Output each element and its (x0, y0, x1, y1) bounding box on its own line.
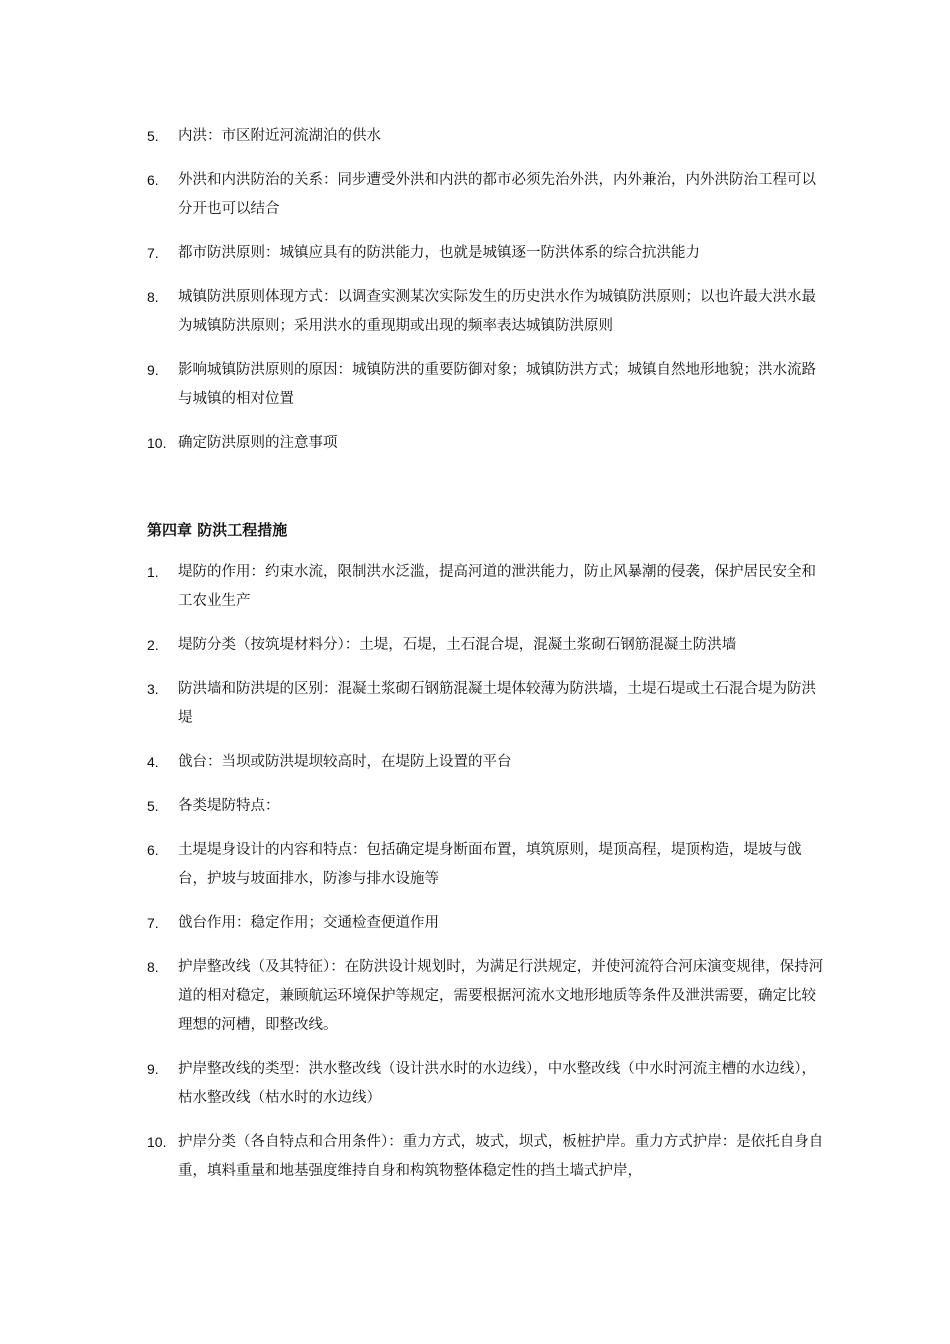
item-text: 各类堤防特点： (178, 798, 280, 814)
list-item (147, 953, 827, 1040)
item-text: 影响城镇防洪原则的原因：城镇防洪的重要防御对象；城镇防洪方式；城镇自然地形地貌；洪水流路与城镇的相对位置 (178, 362, 816, 407)
item-number: 9. (147, 1061, 159, 1077)
item-text: 护岸整改线的类型：洪水整改线（设计洪水时的水边线），中水整改线（中水时河流主槽的水边线），枯水整改线（枯水时的水边线） (178, 1061, 816, 1106)
item-text: 堤防分类（按筑堤材料分）：土堤，石堤，土石混合堤，混凝土浆砌石钢筋混凝土防洪墙 (178, 637, 737, 653)
item-number: 8. (147, 289, 159, 305)
list-item (147, 1128, 827, 1186)
list-item (147, 558, 827, 616)
item-number: 2. (147, 637, 159, 653)
list-item (147, 283, 827, 341)
item-number: 7. (147, 245, 159, 261)
list-item (147, 1055, 827, 1113)
list-item (147, 909, 827, 938)
item-number: 8. (147, 959, 159, 975)
numbered-list-chapter4 (147, 558, 827, 1201)
item-number: 6. (147, 172, 159, 188)
list-item (147, 239, 827, 268)
item-text: 护岸整改线（及其特征）：在防洪设计规划时，为满足行洪规定，并使河流符合河床演变规律，保持河道的相对稳定，兼顾航运环境保护等规定，需要根据河流水文地形地质等条件及泄洪需要，确定比较理想的河槽，即整改线。 (178, 959, 824, 1033)
item-text: 防洪墙和防洪堤的区别：混凝土浆砌石钢筋混凝土堤体较薄为防洪墙，土堤石堤或土石混合堤为防洪堤 (178, 681, 816, 726)
item-number: 10. (147, 435, 167, 451)
item-number: 5. (147, 798, 159, 814)
item-text: 戗台作用：稳定作用；交通检查便道作用 (178, 915, 439, 931)
list-item (147, 836, 827, 894)
list-item (147, 675, 827, 733)
list-item (147, 122, 827, 151)
item-text: 土堤堤身设计的内容和特点：包括确定堤身断面布置，填筑原则，堤顶高程，堤顶构造，堤坡与戗台，护坡与坡面排水，防渗与排水设施等 (178, 842, 802, 887)
item-text: 戗台：当坝或防洪堤坝较高时，在堤防上设置的平台 (178, 754, 512, 770)
item-number: 3. (147, 681, 159, 697)
item-text: 内洪：市区附近河流湖泊的供水 (178, 128, 381, 144)
item-number: 10. (147, 1134, 167, 1150)
item-number: 7. (147, 915, 159, 931)
item-text: 护岸分类（各自特点和合用条件）：重力方式，坡式，坝式，板桩护岸。重力方式护岸：是依托自身自重，填料重量和地基强度维持自身和构筑物整体稳定性的挡土墙式护岸， (178, 1134, 824, 1179)
item-number: 6. (147, 842, 159, 858)
item-text: 城镇防洪原则体现方式：以调查实测某次实际发生的历史洪水作为城镇防洪原则；以也许最大洪水最为城镇防洪原则；采用洪水的重现期或出现的频率表达城镇防洪原则 (178, 289, 816, 334)
chapter-heading: 第四章 防洪工程措施 (147, 521, 288, 539)
item-number: 1. (147, 564, 159, 580)
item-text: 外洪和内洪防治的关系：同步遭受外洪和内洪的都市必须先治外洪，内外兼治，内外洪防治工程可以分开也可以结合 (178, 172, 816, 217)
item-text: 确定防洪原则的注意事项 (178, 435, 338, 451)
item-number: 9. (147, 362, 159, 378)
item-number: 4. (147, 754, 159, 770)
list-item (147, 631, 827, 660)
item-text: 都市防洪原则：城镇应具有的防洪能力，也就是城镇逐一防洪体系的综合抗洪能力 (178, 245, 700, 261)
list-item (147, 356, 827, 414)
list-item (147, 792, 827, 821)
item-text: 堤防的作用：约束水流，限制洪水泛滥，提高河道的泄洪能力，防止风暴潮的侵袭，保护居民安全和工农业生产 (178, 564, 816, 609)
item-number: 5. (147, 128, 159, 144)
list-item (147, 748, 827, 777)
list-item (147, 429, 827, 458)
numbered-list-section1 (147, 122, 827, 473)
list-item (147, 166, 827, 224)
